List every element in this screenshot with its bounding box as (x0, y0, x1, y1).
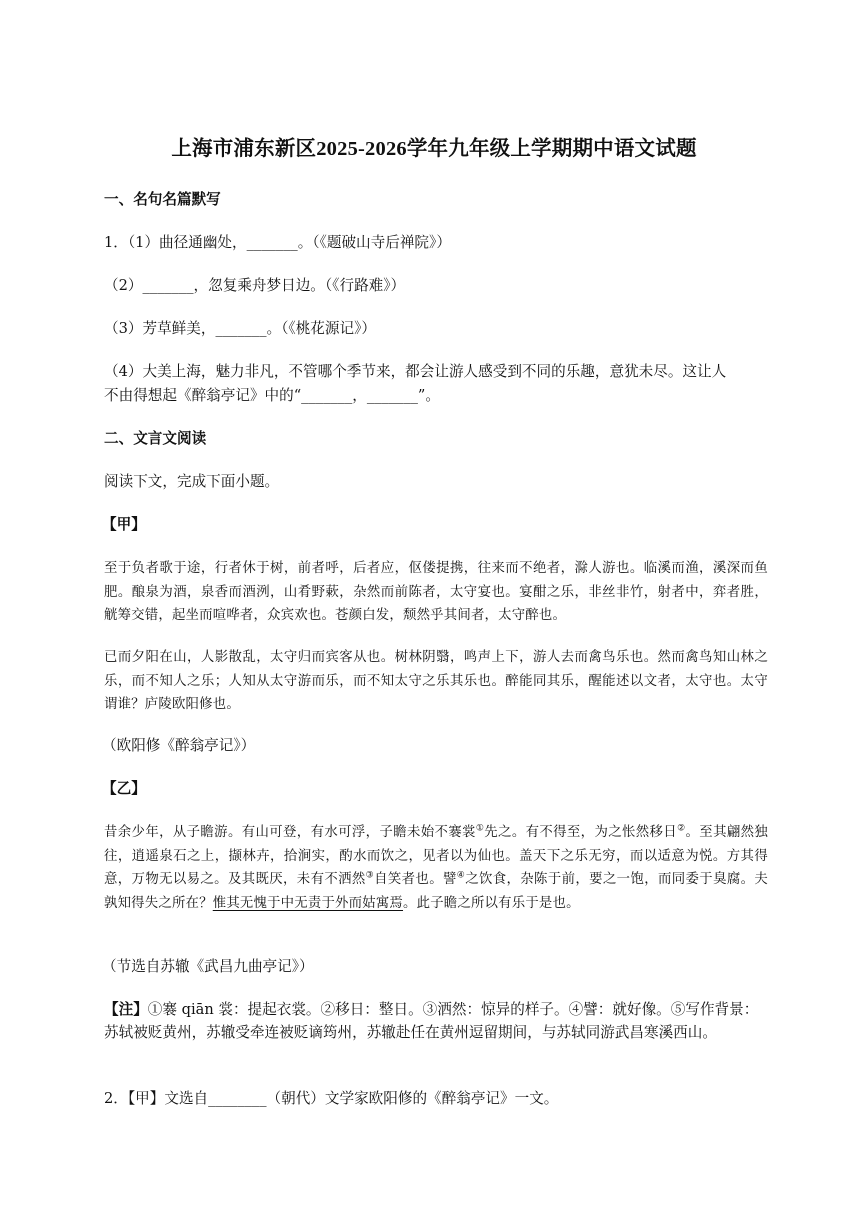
passage-yi-source: （节选自苏辙《武昌九曲亭记》） (102, 958, 314, 975)
passage-yi-text-2: 先之。有不得至，为之怅然移日 (484, 825, 678, 840)
question-1-3: （3）芳草鲜美，_______。（《桃花源记》） (104, 320, 376, 337)
reading-instruction: 阅读下文，完成下面小题。 (104, 473, 280, 490)
annotation-text: ①褰 qiān 裳：提起衣裳。②移日：整日。③洒然：惊异的样子。④譬：就好像。⑤写作背景：苏轼被贬黄州，苏辙受牵连被贬谪筠州，苏辙赴任在黄州逗留期间，与苏轼同游武昌寒溪西山。 (104, 1001, 759, 1041)
underlined-sentence: 惟其无愧于中无责于外而姑寓焉 (212, 895, 404, 911)
section-heading-1: 一、名句名篇默写 (104, 191, 221, 208)
passage-yi-text-3: 。至其翩然独往，逍遥泉石之上，撷林卉，拾涧实，酌水而饮之，见者以为仙也。盖天下之乐无穷，而以适意为悦。方其得意，万物无以易之。及其既厌，未有不洒然 (104, 825, 768, 887)
passage-yi-text-5: 之饮食，杂陈于前，要之一饱，而同委于臭腐。夫孰知得失之所在？ (104, 872, 768, 911)
section-heading-2: 二、文言文阅读 (104, 430, 207, 447)
passage-yi-text-4: 自笑者也。譬 (374, 872, 457, 887)
footnote-marker-2: ② (677, 823, 686, 834)
passage-yi-paragraph (104, 821, 768, 915)
question-1-1: 1．（1）曲径通幽处，_______。（《题破山寺后禅院》） (104, 234, 451, 251)
footnote-marker-3: ③ (365, 870, 375, 881)
passage-yi-text-6: 。此子瞻之所以有乐于是也。 (403, 895, 580, 911)
passage-jia-source: （欧阳修《醉翁亭记》） (102, 737, 256, 754)
passage-yi-text-1: 昔余少年，从子瞻游。有山可登，有水可浮，子瞻未始不褰裳 (104, 825, 476, 840)
annotation-label: 【注】 (104, 1001, 148, 1018)
question-1-4-line-2: 不由得想起《醉翁亭记》中的“_______，_______”。 (104, 387, 440, 404)
question-2: 2．【甲】文选自________（朝代）文学家欧阳修的《醉翁亭记》一文。 (104, 1090, 559, 1107)
page-title: 上海市浦东新区2025-2026学年九年级上学期期中语文试题 (171, 138, 697, 160)
footnote-marker-4: ④ (456, 870, 466, 881)
passage-jia-label: 【甲】 (102, 516, 146, 533)
question-1-2: （2）_______，忽复乘舟梦日边。（《行路难》） (104, 277, 406, 294)
passage-yi-label: 【乙】 (102, 780, 146, 797)
passage-jia-paragraph-2: 已而夕阳在山，人影散乱，太守归而宾客从也。树林阴翳，鸣声上下，游人去而禽鸟乐也。然而禽鸟知山林之乐，而不知人之乐；人知从太守游而乐，而不知太守之乐其乐也。醉能同其乐，醒能述以文者，太守也。太守谓谁？庐陵欧阳修也。 (104, 650, 768, 712)
passage-jia-paragraph-1: 至于负者歌于途，行者休于树，前者呼，后者应，伛偻提携，往来而不绝者，滁人游也。临溪而渔，溪深而鱼肥。酿泉为酒，泉香而酒洌，山肴野蔌，杂然而前陈者，太守宴也。宴酣之乐，非丝非竹，射者中，弈者胜，觥筹交错，起坐而喧哗者，众宾欢也。苍颜白发，颓然乎其间者，太守醉也。 (104, 561, 768, 623)
annotation-block (104, 999, 768, 1044)
footnote-marker-1: ① (475, 823, 485, 834)
question-1-4-line-1: （4）大美上海，魅力非凡，不管哪个季节来，都会让游人感受到不同的乐趣，意犹未尽。这让人 (104, 363, 727, 380)
